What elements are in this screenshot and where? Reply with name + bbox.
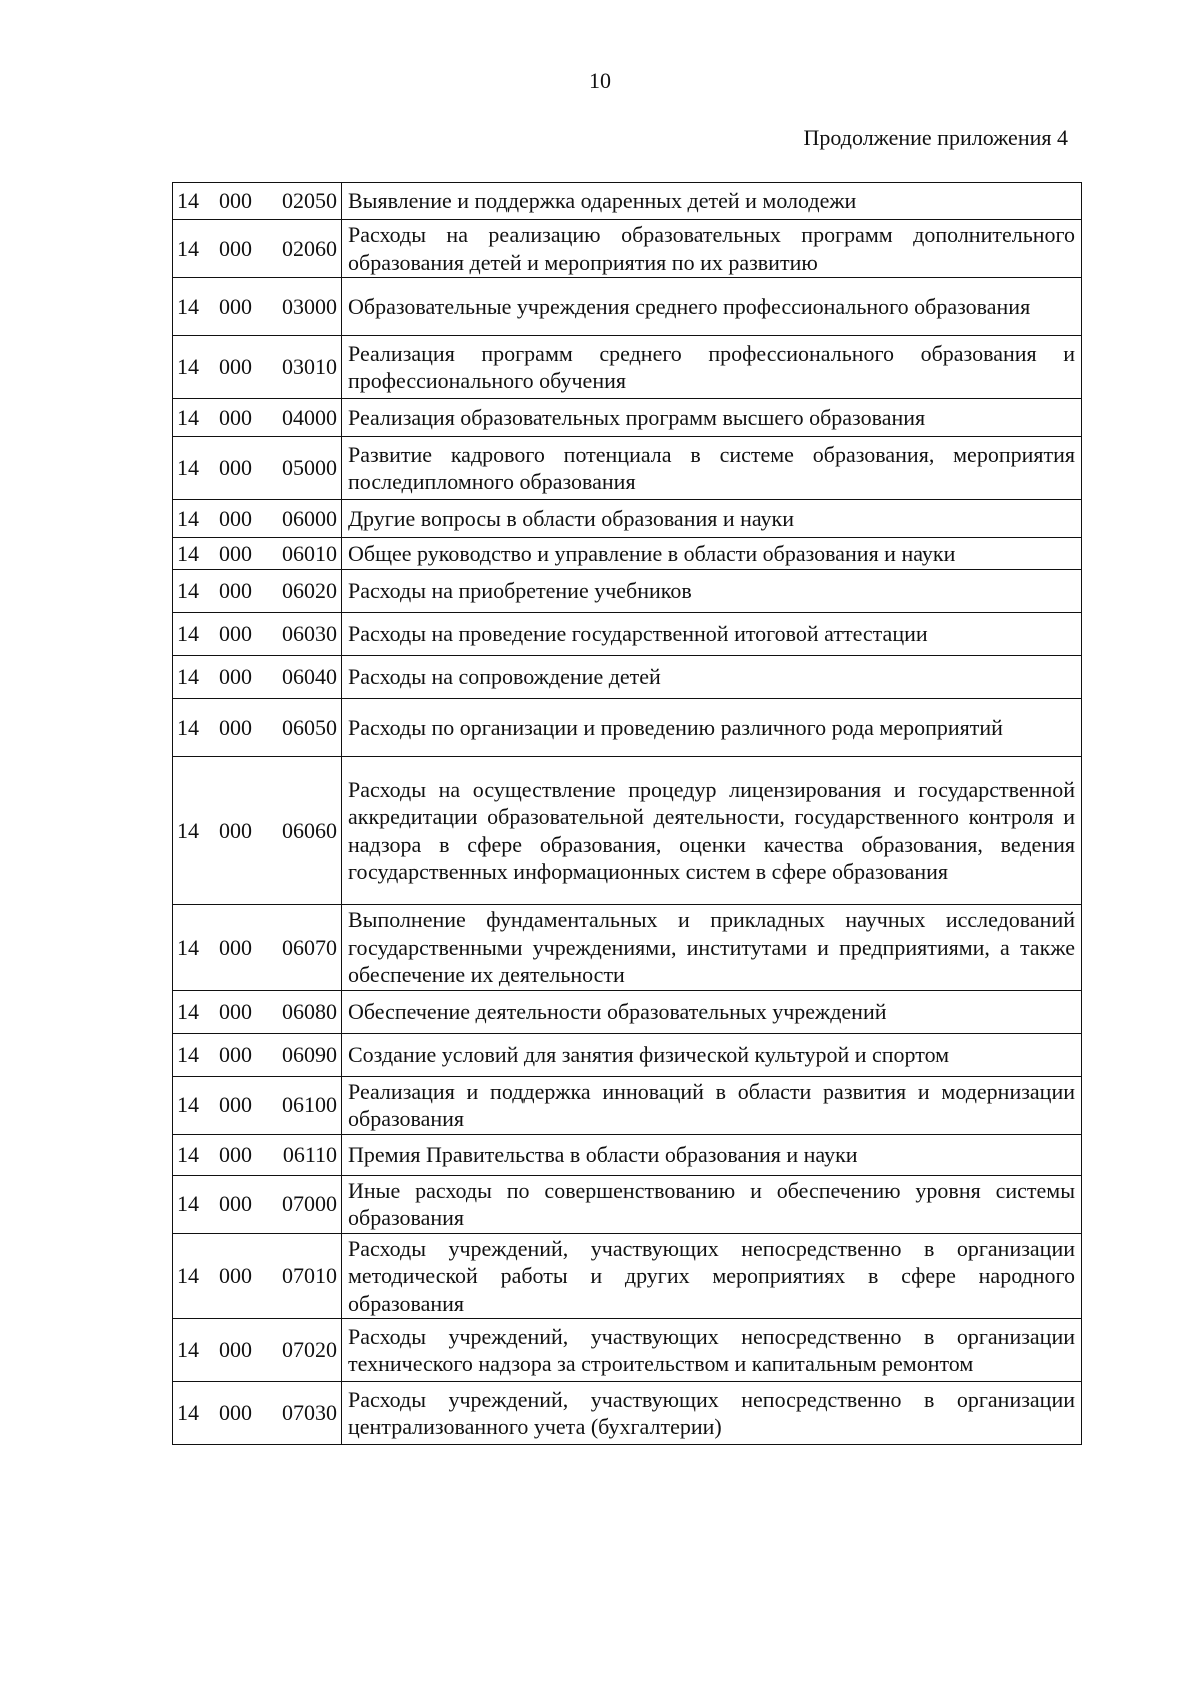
- budget-code-cell: [173, 613, 342, 656]
- code-section: 14: [177, 664, 199, 690]
- budget-code-cell: [173, 399, 342, 437]
- code-item: 06070: [282, 934, 337, 960]
- code-subsection: 000: [219, 998, 252, 1024]
- expense-description-cell: Обеспечение деятельности образовательных учреждений: [342, 990, 1082, 1033]
- code-subsection: 000: [219, 404, 252, 430]
- code-subsection: 000: [219, 540, 252, 566]
- expense-description-cell: Реализация образовательных программ высшего образования: [342, 399, 1082, 437]
- budget-code-cell: [173, 538, 342, 570]
- expense-description-cell: Развитие кадрового потенциала в системе образования, мероприятия последипломного образования: [342, 437, 1082, 500]
- code-item: 06000: [282, 505, 337, 531]
- table-row: [173, 220, 1082, 278]
- table-row: [173, 1134, 1082, 1175]
- table-row: [173, 278, 1082, 336]
- code-section: 14: [177, 1337, 199, 1363]
- table-row: [173, 1319, 1082, 1382]
- code-subsection: 000: [219, 1263, 252, 1288]
- table-row: [173, 399, 1082, 437]
- budget-code-cell: [173, 1382, 342, 1445]
- code-subsection: 000: [219, 188, 252, 214]
- budget-code-cell: [173, 437, 342, 500]
- code-subsection: 000: [219, 235, 252, 261]
- expense-description-cell: Расходы на приобретение учебников: [342, 570, 1082, 613]
- code-section: 14: [177, 1400, 199, 1426]
- code-item: 03000: [282, 293, 337, 319]
- code-item: 04000: [282, 404, 337, 430]
- code-item: 06060: [282, 817, 337, 843]
- budget-code-cell: [173, 990, 342, 1033]
- budget-code-cell: [173, 1233, 342, 1319]
- expense-description-cell: Расходы на проведение государственной итоговой аттестации: [342, 613, 1082, 656]
- expense-description-cell: Расходы учреждений, участвующих непосредственно в организации технического надзора за строительством и капитальным ремонтом: [342, 1319, 1082, 1382]
- table-row: [173, 500, 1082, 538]
- code-item: 06010: [282, 540, 337, 566]
- table-row: [173, 757, 1082, 905]
- code-subsection: 000: [219, 578, 252, 604]
- code-item: 06090: [282, 1041, 337, 1067]
- code-subsection: 000: [219, 455, 252, 481]
- code-item: 02060: [282, 235, 337, 261]
- code-item: 02050: [282, 188, 337, 214]
- appendix-continuation-note: Продолжение приложения 4: [803, 125, 1068, 150]
- expense-description-cell: Расходы на сопровождение детей: [342, 656, 1082, 699]
- budget-code-cell: [173, 278, 342, 336]
- expense-description-cell: Другие вопросы в области образования и науки: [342, 500, 1082, 538]
- expense-description-cell: Расходы на осуществление процедур лицензирования и государственной аккредитации образовательной деятельности, государственного контроля и надзора в сфере образования, оценки качества образования, ведения государственных информационных систем в сфере образования: [342, 757, 1082, 905]
- budget-code-cell: [173, 1076, 342, 1134]
- code-section: 14: [177, 934, 199, 960]
- code-section: 14: [177, 1041, 199, 1067]
- code-section: 14: [177, 817, 199, 843]
- code-subsection: 000: [219, 1191, 252, 1217]
- code-subsection: 000: [219, 1092, 252, 1118]
- expense-description-cell: Реализация и поддержка инноваций в области развития и модернизации образования: [342, 1076, 1082, 1134]
- code-section: 14: [177, 621, 199, 647]
- table-row: [173, 656, 1082, 699]
- code-section: 14: [177, 1141, 199, 1167]
- code-item: 06080: [282, 998, 337, 1024]
- code-subsection: 000: [219, 934, 252, 960]
- code-subsection: 000: [219, 1041, 252, 1067]
- table-row: [173, 183, 1082, 220]
- code-item: 06040: [282, 664, 337, 690]
- code-item: 06030: [282, 621, 337, 647]
- code-section: 14: [177, 354, 199, 380]
- code-item: 07020: [282, 1337, 337, 1363]
- code-subsection: 000: [219, 354, 252, 380]
- expense-description-cell: Премия Правительства в области образования и науки: [342, 1134, 1082, 1175]
- code-subsection: 000: [219, 1337, 252, 1363]
- code-section: 14: [177, 1092, 199, 1118]
- code-section: 14: [177, 235, 199, 261]
- code-subsection: 000: [219, 714, 252, 740]
- budget-code-cell: [173, 336, 342, 399]
- code-subsection: 000: [219, 293, 252, 319]
- budget-code-cell: [173, 656, 342, 699]
- expense-description-cell: Реализация программ среднего профессионального образования и профессионального обучения: [342, 336, 1082, 399]
- code-item: 07000: [282, 1191, 337, 1217]
- page-number: 10: [589, 68, 611, 93]
- expense-description-cell: Расходы по организации и проведению различного рода мероприятий: [342, 699, 1082, 757]
- expense-description-cell: Создание условий для занятия физической культурой и спортом: [342, 1033, 1082, 1076]
- expense-description-cell: Расходы учреждений, участвующих непосредственно в организации методической работы и других мероприятиях в сфере народного образования: [342, 1233, 1082, 1319]
- budget-code-cell: [173, 699, 342, 757]
- expense-description-cell: Выявление и поддержка одаренных детей и молодежи: [342, 183, 1082, 220]
- expense-description-cell: Образовательные учреждения среднего профессионального образования: [342, 278, 1082, 336]
- code-section: 14: [177, 998, 199, 1024]
- table-row: [173, 1076, 1082, 1134]
- table-row: [173, 1175, 1082, 1233]
- code-item: 06100: [282, 1092, 337, 1118]
- budget-code-cell: [173, 905, 342, 991]
- code-section: 14: [177, 455, 199, 481]
- table-row: [173, 990, 1082, 1033]
- table-row: [173, 1382, 1082, 1445]
- budget-code-cell: [173, 570, 342, 613]
- code-section: 14: [177, 1263, 199, 1288]
- budget-codes-table: [172, 182, 1082, 1445]
- code-subsection: 000: [219, 505, 252, 531]
- code-section: 14: [177, 293, 199, 319]
- code-subsection: 000: [219, 664, 252, 690]
- code-section: 14: [177, 578, 199, 604]
- table-body: [173, 183, 1082, 1445]
- table-row: [173, 336, 1082, 399]
- code-item: 06110: [282, 1141, 337, 1167]
- code-subsection: 000: [219, 1141, 252, 1167]
- table-row: [173, 613, 1082, 656]
- code-item: 05000: [282, 455, 337, 481]
- code-section: 14: [177, 505, 199, 531]
- code-section: 14: [177, 188, 199, 214]
- table-row: [173, 1233, 1082, 1319]
- code-section: 14: [177, 540, 199, 566]
- code-subsection: 000: [219, 1400, 252, 1426]
- budget-code-cell: [173, 1033, 342, 1076]
- budget-code-cell: [173, 1175, 342, 1233]
- budget-code-cell: [173, 183, 342, 220]
- expense-description-cell: Иные расходы по совершенствованию и обеспечению уровня системы образования: [342, 1175, 1082, 1233]
- budget-code-cell: [173, 757, 342, 905]
- code-item: 06050: [282, 714, 337, 740]
- table-row: [173, 1033, 1082, 1076]
- code-section: 14: [177, 1191, 199, 1217]
- expense-description-cell: Расходы учреждений, участвующих непосредственно в организации централизованного учета (бухгалтерии): [342, 1382, 1082, 1445]
- table-row: [173, 905, 1082, 991]
- expense-description-cell: Расходы на реализацию образовательных программ дополнительного образования детей и мероприятия по их развитию: [342, 220, 1082, 278]
- code-subsection: 000: [219, 621, 252, 647]
- code-section: 14: [177, 714, 199, 740]
- expense-description-cell: Выполнение фундаментальных и прикладных научных исследований государственными учреждениями, институтами и предприятиями, а также обеспечение их деятельности: [342, 905, 1082, 991]
- budget-code-cell: [173, 1319, 342, 1382]
- code-section: 14: [177, 404, 199, 430]
- table-row: [173, 538, 1082, 570]
- code-item: 07030: [282, 1400, 337, 1426]
- budget-code-cell: [173, 220, 342, 278]
- table-row: [173, 570, 1082, 613]
- expense-description-cell: Общее руководство и управление в области образования и науки: [342, 538, 1082, 570]
- budget-code-cell: [173, 500, 342, 538]
- table-row: [173, 699, 1082, 757]
- code-item: 06020: [282, 578, 337, 604]
- budget-code-cell: [173, 1134, 342, 1175]
- code-subsection: 000: [219, 817, 252, 843]
- code-item: 07010: [282, 1263, 337, 1288]
- table-row: [173, 437, 1082, 500]
- code-item: 03010: [282, 354, 337, 380]
